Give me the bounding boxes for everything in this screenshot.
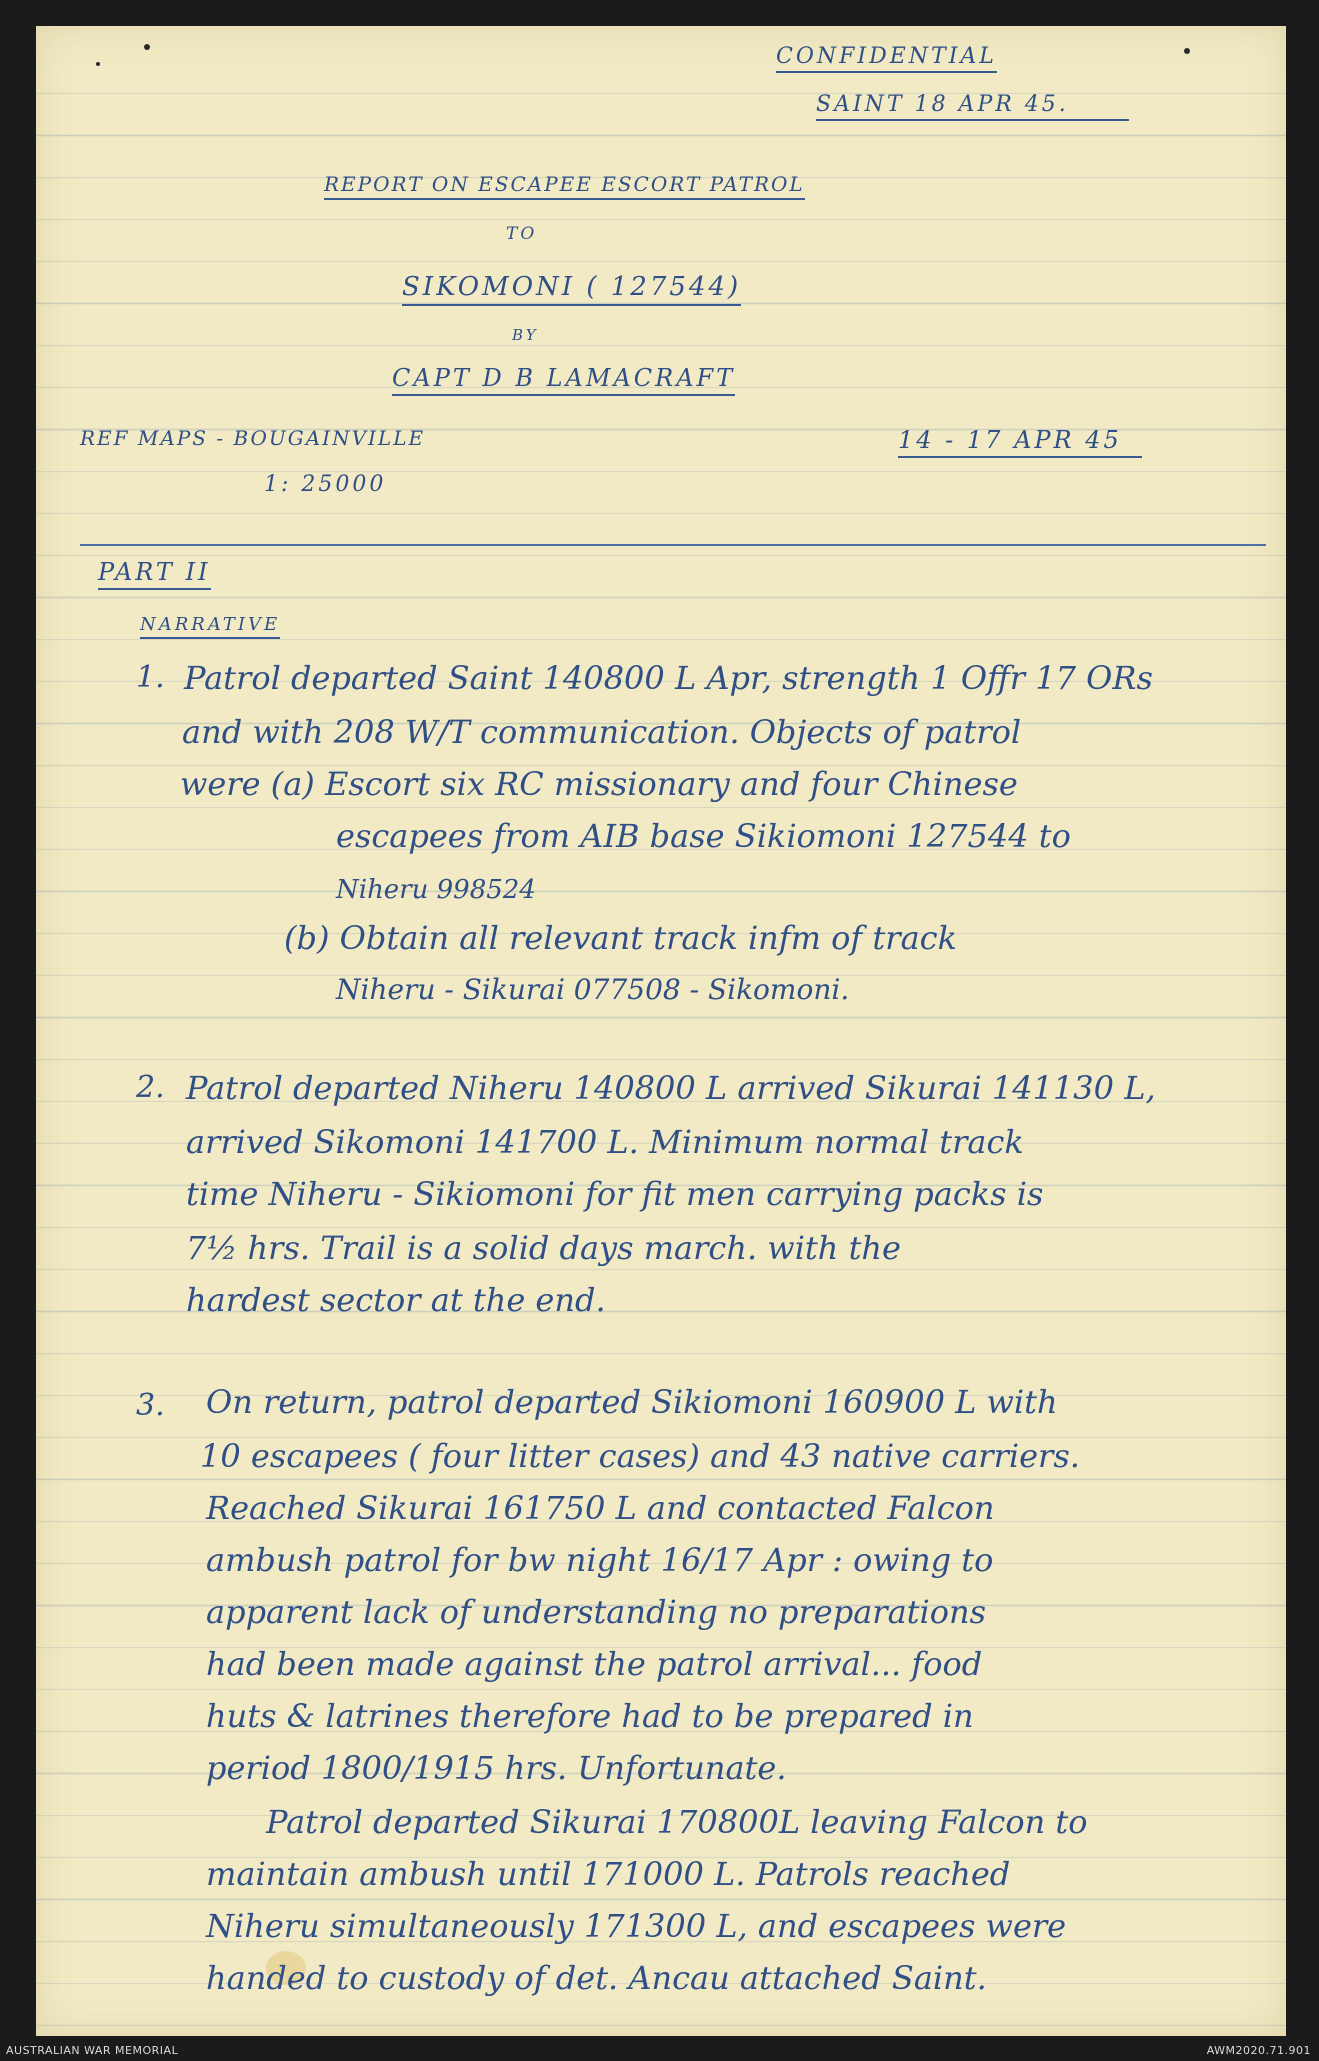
para3-line: maintain ambush until 171000 L. Patrols reached	[206, 1855, 1011, 1893]
para3-line: huts & latrines therefore had to be prepared in	[206, 1697, 974, 1735]
para1-number: 1.	[136, 660, 165, 695]
title-to: TO	[506, 224, 538, 244]
para3-line: Niheru simultaneously 171300 L, and escapees were	[206, 1907, 1067, 1945]
title-by: BY	[512, 326, 539, 344]
title-destination: SIKOMONI ( 127544)	[402, 272, 741, 306]
para2-line: hardest sector at the end.	[186, 1281, 606, 1319]
para2-line: arrived Sikomoni 141700 L. Minimum normal track	[186, 1123, 1024, 1161]
ink-speck	[96, 62, 100, 66]
classification-label: CONFIDENTIAL	[776, 44, 997, 73]
para1-line: Niheru 998524	[336, 875, 536, 905]
para1-line: were (a) Escort six RC missionary and four Chinese	[180, 765, 1018, 803]
para3-line: Patrol departed Sikurai 170800L leaving Falcon to	[266, 1803, 1088, 1841]
archive-id: AWM2020.71.901	[1206, 2044, 1311, 2057]
ink-speck	[144, 44, 150, 50]
para3-line: had been made against the patrol arrival... food	[206, 1645, 983, 1683]
ink-speck	[1184, 48, 1190, 54]
archive-credit: AUSTRALIAN WAR MEMORIAL	[6, 2044, 179, 2057]
ref-maps: REF MAPS - BOUGAINVILLE	[80, 426, 426, 450]
para3-line: 10 escapees ( four litter cases) and 43 native carriers.	[200, 1437, 1080, 1475]
ref-scale: 1: 25000	[264, 472, 387, 497]
part-heading: PART II	[98, 558, 211, 590]
para3-line: On return, patrol departed Sikiomoni 160900 L with	[206, 1383, 1058, 1421]
origin-date: SAINT 18 APR 45.	[816, 92, 1129, 121]
para2-line: 7½ hrs. Trail is a solid days march. with the	[186, 1229, 901, 1267]
para3-number: 3.	[136, 1388, 165, 1423]
para3-line: ambush patrol for bw night 16/17 Apr : owing to	[206, 1541, 994, 1579]
para3-line: handed to custody of det. Ancau attached Saint.	[206, 1959, 987, 1997]
para2-line: time Niheru - Sikiomoni for fit men carrying packs is	[186, 1175, 1044, 1213]
divider-rule	[80, 544, 1266, 546]
para3-line: Reached Sikurai 161750 L and contacted Falcon	[206, 1489, 995, 1527]
title-author: CAPT D B LAMACRAFT	[392, 364, 735, 396]
document-page	[36, 26, 1286, 2036]
para3-line: period 1800/1915 hrs. Unfortunate.	[206, 1749, 787, 1787]
para2-number: 2.	[136, 1070, 165, 1105]
narrative-heading: NARRATIVE	[140, 614, 280, 639]
para1-line: Niheru - Sikurai 077508 - Sikomoni.	[336, 973, 850, 1006]
ref-dates: 14 - 17 APR 45	[898, 426, 1142, 458]
para3-line: apparent lack of understanding no preparations	[206, 1593, 987, 1631]
para1-line: escapees from AIB base Sikiomoni 127544 to	[336, 817, 1071, 855]
para1-line: (b) Obtain all relevant track infm of track	[284, 919, 957, 957]
para2-line: Patrol departed Niheru 140800 L arrived Sikurai 141130 L,	[186, 1069, 1156, 1107]
report-title: REPORT ON ESCAPEE ESCORT PATROL	[324, 172, 805, 200]
para1-line: Patrol departed Saint 140800 L Apr, strength 1 Offr 17 ORs	[184, 659, 1153, 697]
para1-line: and with 208 W/T communication. Objects of patrol	[182, 713, 1022, 751]
